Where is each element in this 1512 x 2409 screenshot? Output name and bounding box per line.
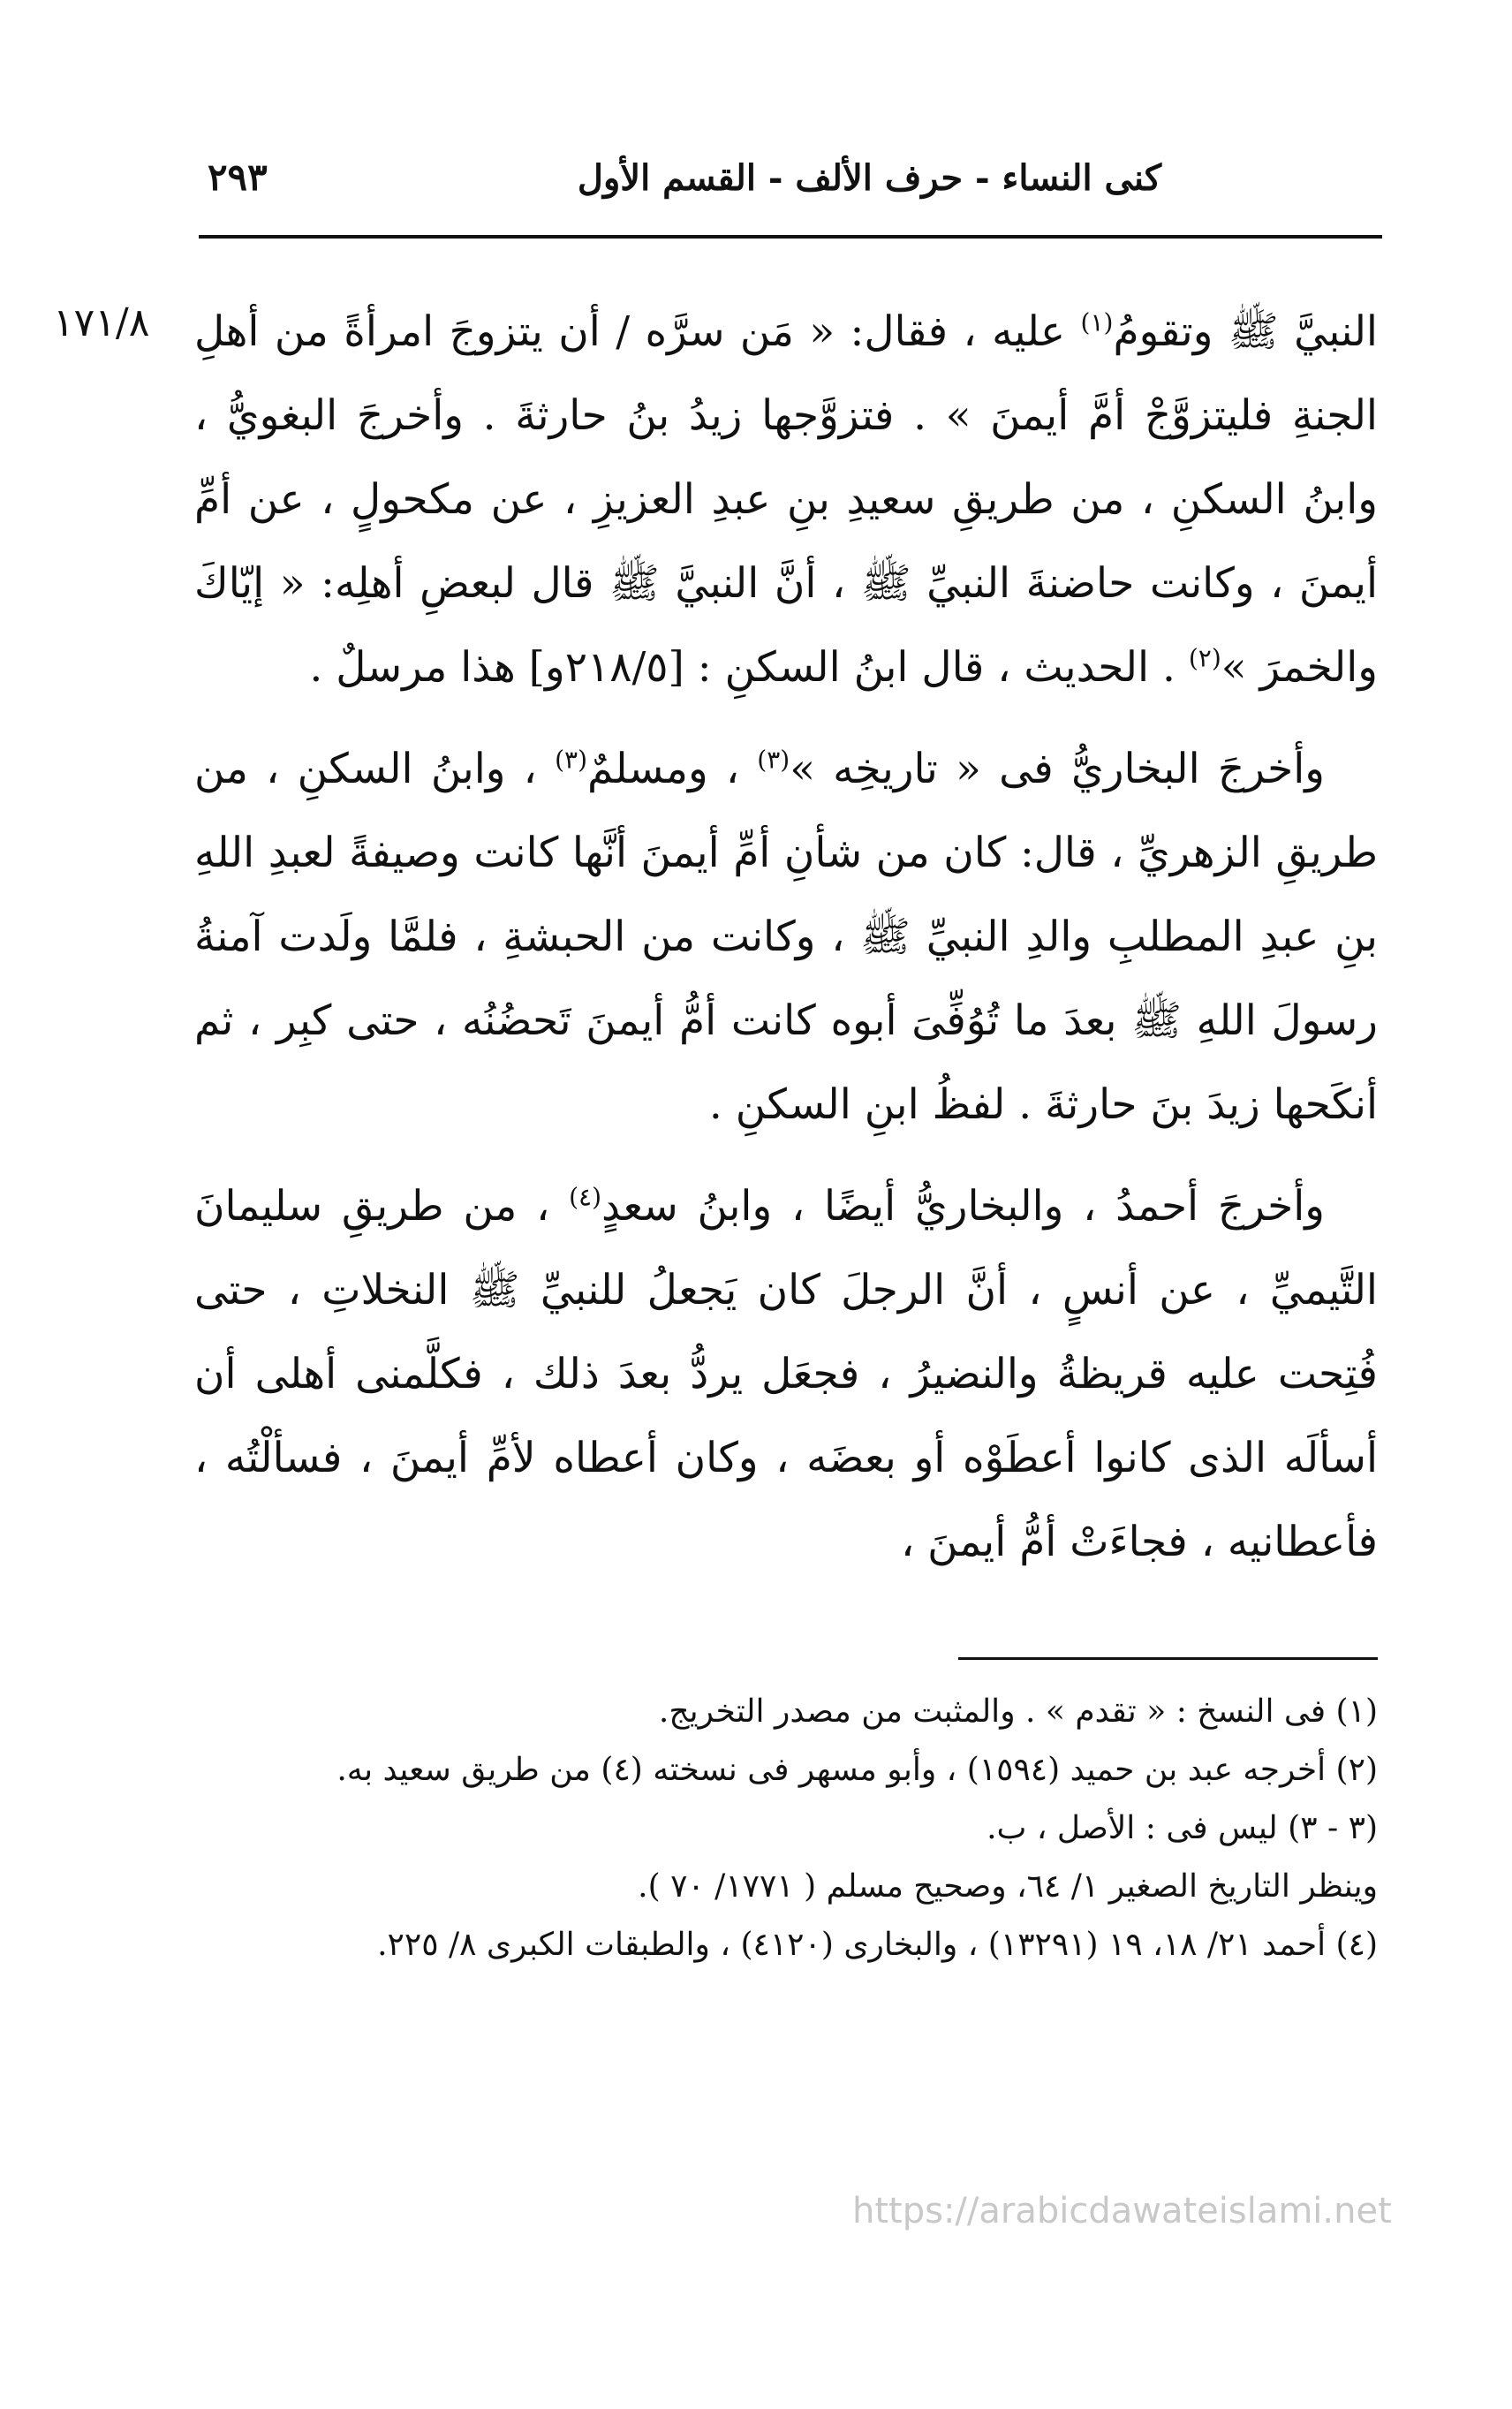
paragraph-3-text-end: ، من طريقِ سليمانَ التَّيميِّ ، عن أنسٍ ، أنَّ الرجلَ كان يَجعلُ للنبيِّ ﷺ النخلاتِ ، حتى فُتِحت عليه قريظةُ والنضيرُ ، فجعَل يردُّ بعدَ ذلك ، فكلَّمنى أهلى أن أسألَه الذى كانوا أعطَوْه أو بعضَه ، وكان أعطاه لأمِّ أيمنَ ، فسألْتُه ، فأعطانيه ، فجاءَتْ أمُّ أيمنَ ، [194, 1182, 1378, 1566]
paragraph-3-text: وأخرجَ أحمدُ ، والبخاريُّ أيضًا ، وابنُ سعدٍ [601, 1182, 1325, 1231]
footnote-4: (٤) أحمد ٢١/ ١٨، ١٩ (١٣٢٩١) ، والبخارى (٤١٢٠) ، والطبقات الكبرى ٨/ ٢٢٥. [377, 1927, 1378, 1963]
footnote-ref: (١) [1080, 307, 1114, 337]
footnote-rule [958, 1657, 1378, 1660]
paragraph-2 [194, 727, 1378, 1147]
footnote-ref: (٢) [1188, 643, 1221, 673]
running-header [199, 157, 1382, 219]
footnote-3-note: وينظر التاريخ الصغير ١/ ٦٤، وصحيح مسلم ( ١٧٧١/ ٧٠ ). [638, 1868, 1378, 1905]
footnote-2: (٢) أخرجه عبد بن حميد (١٥٩٤) ، وأبو مسهر فى نسخته (٤) من طريق سعيد به. [336, 1752, 1378, 1788]
main-text [194, 290, 1378, 1584]
footnotes [194, 1683, 1378, 1974]
paragraph-1-text-end: . الحديث ، قال ابنُ السكنِ : [٢١٨/٥و] هذا مرسلٌ . [309, 643, 1189, 692]
footnote-1: (١) فى النسخ : « تقدم » . والمثبت من مصدر التخريج. [658, 1693, 1378, 1730]
paragraph-2-text-end: ، وابنُ السكنِ ، من طريقِ الزهريِّ ، قال: كان من شأنِ أمِّ أيمنَ أنَّها كانت وصيفةً لعبدِ اللهِ بنِ عبدِ المطلبِ والدِ النبيِّ ﷺ ، وكانت من الحبشةِ ، فلمَّا ولَدت آمنةُ رسولَ اللهِ ﷺ بعدَ ما تُوُفِّىَ أبوه كانت أمُّ أيمنَ تَحضُنُه ، حتى كبِر ، ثم أنكَحها زيدَ بنَ حارثةَ . لفظُ ابنِ السكنِ . [194, 745, 1378, 1129]
footnote-ref: (٣) [757, 745, 790, 775]
paragraph-2-text-mid: ، ومسلمٌ [587, 745, 758, 793]
footnote-3: (٣ - ٣) ليس فى : الأصل ، ب. [987, 1810, 1378, 1846]
header-rule [199, 235, 1382, 239]
watermark-url: https://arabicdawateislami.net [852, 2191, 1392, 2231]
page-number: ٢٩٣ [208, 155, 268, 199]
paragraph-3 [194, 1164, 1378, 1584]
paragraph-2-text: وأخرجَ البخاريُّ فى « تاريخِه » [790, 745, 1325, 793]
footnote-ref: (٣) [555, 745, 587, 775]
paragraph-1-text: النبيَّ ﷺ وتقومُ$^{(١)}$ عليه ، فقال: « مَن سرَّه / أن يتزوجَ امرأةً من أهلِ الجنةِ فليتزوَّجْ أمَّ أيمنَ » . فتزوَّجها زيدُ بنُ حارثةَ . وأخرجَ البغويُّ ، وابنُ السكنِ ، من طريقِ سعيدِ بنِ عبدِ العزيزِ ، عن مكحولٍ ، عن أمِّ أيمنَ ، وكانت حاضنةَ النبيِّ ﷺ ، أنَّ النبيَّ ﷺ قال لبعضِ أهلِه: « إيّاكَ والخمرَ » [194, 307, 1378, 692]
paragraph-1 [194, 290, 1378, 709]
header-title: كنى النساء - حرف الألف - القسم الأول [577, 157, 1161, 199]
footnote-ref: (٤) [569, 1182, 602, 1212]
margin-reference: ١٧١/٨ [53, 300, 150, 345]
